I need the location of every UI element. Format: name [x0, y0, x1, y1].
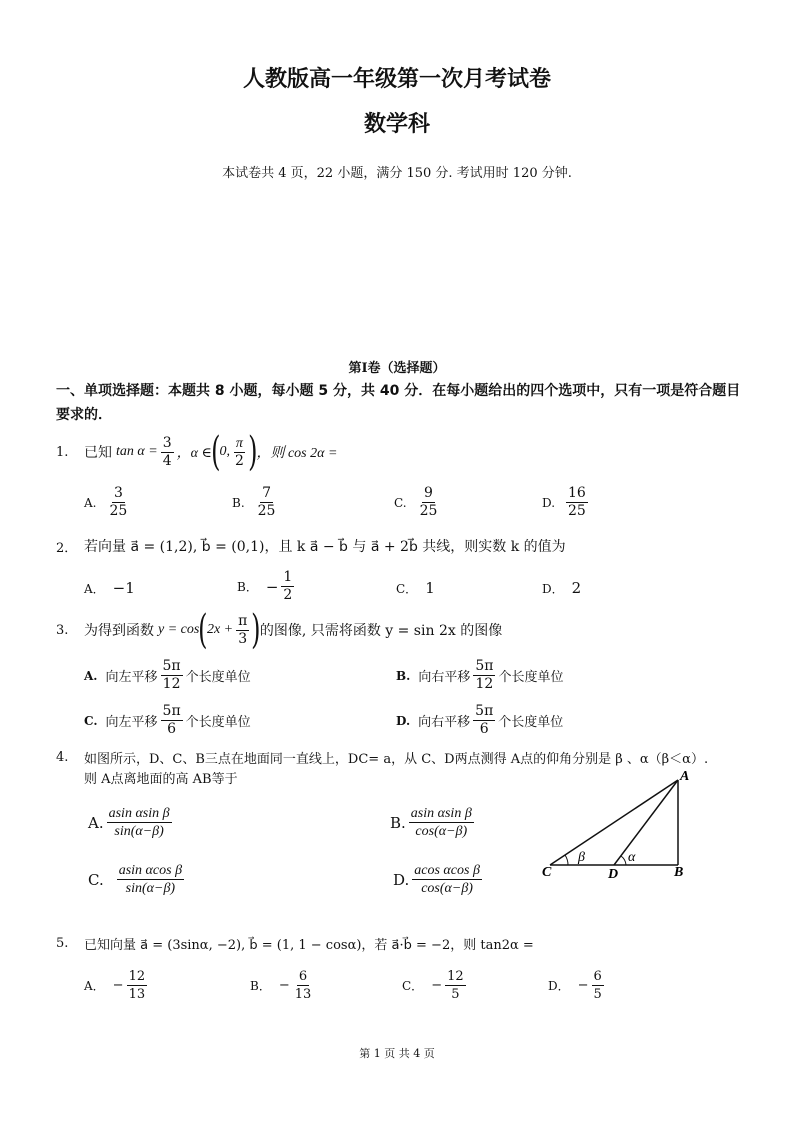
q1-option-d[interactable]: D. $\frac{16}{25}$ [542, 485, 586, 519]
section-title: 第Ⅰ卷（选择题） [348, 361, 446, 376]
q4-option-d[interactable]: D. $\frac{\text{acos αcos β}}{\cos(\alpha-\beta)}$ [393, 863, 480, 896]
q3-option-a[interactable]: A. 向左平移 $\frac{5\pi}{12}$ 个长度单位 [84, 658, 251, 692]
paren-right: ) [251, 607, 261, 653]
q4-line1: 如图所示，D、C、B三点在地面同一直线上，DC= a，从 C、D两点测得 A点的仰角分别是 β 、α（β＜α）. [84, 752, 709, 767]
q3-func: y = cos [158, 622, 200, 637]
question-number: 4. [56, 750, 69, 765]
q1-tan-expr: tan α = [116, 444, 158, 459]
question-2 [56, 536, 566, 556]
q4-line2: 则 A点离地面的高 AB等于 [84, 772, 238, 787]
q1-prefix: 已知 [84, 445, 112, 461]
q3-prefix: 为得到函数 [84, 623, 154, 639]
q5-option-c[interactable]: C． − $\frac{12}{5}$ [402, 969, 464, 1002]
q3-option-c[interactable]: C. 向左平移 $\frac{5\pi}{6}$ 个长度单位 [84, 703, 251, 737]
question-1 [56, 429, 338, 475]
q4-option-c[interactable]: C. $\frac{\text{asin αcos β}}{\sin(\alpha-\beta)}$ [88, 863, 183, 896]
q1-fraction: $\frac{3}{4}$ [162, 434, 172, 469]
q1-interval: 0, [219, 444, 230, 459]
label-a: A [680, 769, 690, 784]
question-number: 2． [56, 540, 78, 556]
label-b: B [674, 865, 684, 880]
question-number: 3. [56, 622, 69, 638]
q2-option-c[interactable]: C． 1 [396, 579, 435, 597]
q2-option-d[interactable]: D． 2 [542, 579, 582, 597]
question-5 [56, 934, 534, 953]
q1-option-a[interactable]: A. $\frac{3}{25}$ [84, 485, 128, 519]
q2-text: 若向量 a⃗ = (1,2), b⃗ = (0,1)，且 k a⃗ − b⃗ 与 a⃗ + 2b⃗ 共线，则实数 k 的值为 [84, 539, 566, 555]
label-beta: β [578, 850, 585, 865]
q1-pi-fraction: $\frac{\pi}{2}$ [234, 435, 244, 469]
q5-text: 已知向量 a⃗ = (3sinα, −2), b⃗ = (1, 1 − cosα)，若 a⃗·b⃗ = −2，则 tan2α = [84, 938, 534, 953]
paren-left: ( [198, 607, 208, 653]
q4-option-a[interactable]: A. $\frac{\text{asin αsin β}}{\sin(\alpha-\beta)}$ [88, 806, 170, 839]
question-4 [56, 748, 708, 767]
label-alpha: α [628, 850, 636, 865]
paren-left: ( [210, 429, 221, 475]
q4-option-b[interactable]: B. $\frac{\text{asin αsin β}}{\cos(\alpha-\beta)}$ [390, 806, 472, 839]
q3-arg: 2x + [206, 622, 234, 637]
exam-info: 本试卷共 4 页，22 小题，满分 150 分. 考试用时 120 分钟. [222, 166, 572, 181]
q5-option-d[interactable]: D． − $\frac{6}{5}$ [548, 969, 602, 1002]
question-number: 1. [56, 444, 69, 460]
q1-option-c[interactable]: C. $\frac{9}{25}$ [394, 485, 438, 519]
page-footer: 第 1 页 共 4 页 [359, 1047, 435, 1060]
question-number: 5. [56, 936, 69, 951]
part-instructions: 一、单项选择题：本题共 8 小题，每小题 5 分，共 40 分．在每小题给出的四个选项中，只有一项是符合题目要求的． [56, 383, 741, 423]
subject-title: 数学科 [363, 112, 430, 137]
q1-mid: ，α ∈ [176, 446, 212, 461]
q3-pi-fraction: $\frac{\pi}{3}$ [238, 612, 248, 647]
q3-option-b[interactable]: B. 向右平移 $\frac{5\pi}{12}$ 个长度单位 [396, 658, 564, 692]
q1-option-b[interactable]: B. $\frac{7}{25}$ [232, 485, 276, 519]
q2-option-a[interactable]: A． −1 [84, 579, 135, 597]
q3-suffix: 的图像, 只需将函数 y = sin 2x 的图像 [259, 623, 503, 639]
q3-option-d[interactable]: D. 向右平移 $\frac{5\pi}{6}$ 个长度单位 [396, 703, 564, 737]
q1-suffix: ，则 cos 2α = [256, 446, 338, 461]
label-d: D [608, 867, 619, 882]
exam-title: 人教版高一年级第一次月考试卷 [242, 67, 551, 92]
label-c: C [542, 865, 552, 880]
question-3 [56, 607, 503, 653]
paren-right: ) [247, 429, 258, 475]
q2-option-b[interactable]: B． − $\frac{1}{2}$ [237, 569, 293, 603]
q5-option-a[interactable]: A． − $\frac{12}{13}$ [84, 969, 146, 1002]
q5-option-b[interactable]: B． − $\frac{6}{13}$ [250, 969, 312, 1002]
triangle-figure [530, 768, 710, 888]
